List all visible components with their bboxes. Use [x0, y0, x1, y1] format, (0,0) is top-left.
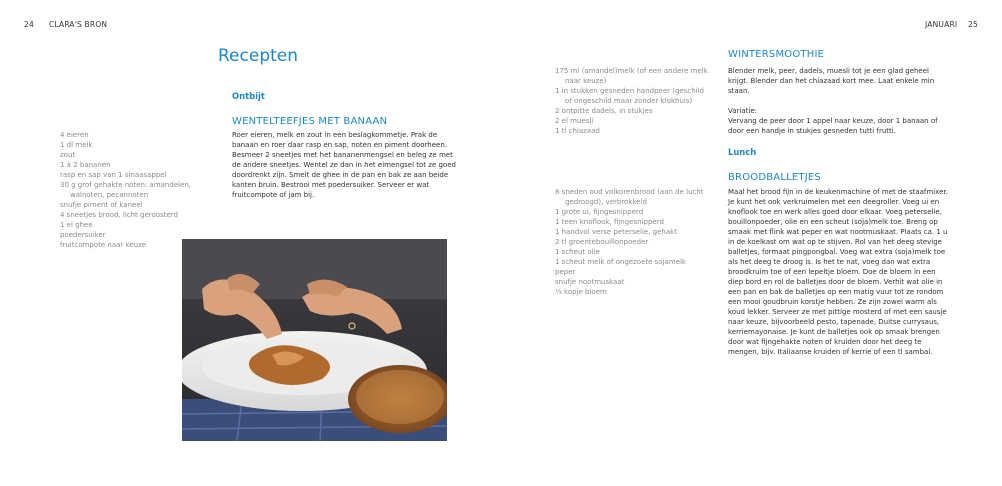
variation-label: Variatie:: [728, 107, 758, 115]
ingredient-item: snufje piment of kaneel: [60, 201, 143, 209]
recipe-title-broodballetjes: BROODBALLETJES: [728, 172, 821, 183]
ingredient-list-smoothie: [555, 66, 720, 136]
ingredient-item: 4 sneetjes brood, licht geroosterd: [60, 211, 178, 219]
broodballetjes-instructions-text: Maal het brood fijn in de keukenmachine of met de staafmixer. Je kunt het ook verkruimelen met een deegroller. Voeg ui en knoflook toe en werk alles goed door elkaar. Voeg peterselie, bouillonpoeder, olie en een scheut (soja)melk toe. Breng op smaak met flink wat peper en wat nootmuskaat. Plaats ca. 1 u in de koelkast om wat op te stijven. Rol van het deeg stevige balletjes, formaat pingpongbal. Voeg wat extra (soja)melk toe als het deeg te droog is. Is het te nat, voeg dan wat extra broodkruim toe of een lepeltje bloem. Doe de bloem in een diep bord en rol de balletjes door de bloem. Verhit wat olie in een pan en bak de balletjes op een matig vuur tot ze rondom een mooi goudbruin korstje hebben. Ze zijn zowel warm als koud lekker. Serveer ze met pittige mosterd of met een sausje naar keuze, bijvoorbeeld pesto, tapenade, Duitse currysaus, kerriemayonaise. Je kunt de balletjes ook op smaak brengen door wat fijngehakte noten of kruiden door het deeg te mengen, bijv. Italiaanse kruiden of kerrie of een tl sambal.: [728, 188, 948, 356]
ingredient-item: rasp en sap van 1 sinaasappel: [60, 171, 167, 179]
ingredient-item: 1 teen knoflook, fijngesnipperd: [555, 218, 664, 226]
ingredient-item: 1 grote ui, fijngesnipperd: [555, 208, 644, 216]
instructions-text: Roer eieren, melk en zout in een beslagkommetje. Prak de banaan en roer daar rasp en sap, noten en piment doorheen. Besmeer 2 sneetjes met het bananenmengsel en beleg ze met de andere sneetjes. Wentel ze dan in het eimengsel tot ze goed doordrenkt zijn. Smelt de ghee in de pan en bak ze aan beide kanten bruin. Bestrooi met poedersuiker. Serveer er wat fruitcompote of jam bij.: [232, 131, 456, 199]
smoothie-instructions-text: Blender melk, peer, dadels, muesli tot je een glad geheel krijgt. Blender dan het chiazaad kort mee. Laat enkele min staan.: [728, 67, 935, 95]
variation-text: Vervang de peer door 1 appel naar keuze, door 1 banaan of door een handje in stukjes gesneden tutti frutti.: [728, 117, 938, 135]
ingredient-item: fruitcompote naar keuze: [60, 241, 147, 249]
ingredient-item: poedersuiker: [60, 231, 106, 239]
book-title: CLARA'S BRON: [49, 20, 108, 29]
ingredient-item: 1 el ghee: [60, 221, 93, 229]
food-photo: [182, 239, 447, 441]
ingredient-item: 4 eieren: [60, 131, 89, 139]
ingredient-item: 1 scheut melk of ongezoete sojamelk: [555, 258, 686, 266]
page-title: Recepten: [218, 46, 299, 66]
ingredient-list-broodballetjes: [555, 187, 720, 297]
food-photo-image: [182, 239, 447, 441]
ingredient-item: 1 in stukken gesneden handpeer (geschild: [555, 87, 705, 95]
right-page-number: 25: [968, 20, 978, 29]
instructions-smoothie: [728, 66, 950, 136]
ingredient-list-wentelteefjes: [60, 130, 225, 250]
ingredient-item: 2 ontpitte dadels, in stukjes: [555, 107, 653, 115]
left-page-number: 24: [24, 20, 34, 29]
month-header: JANUARI: [925, 20, 958, 29]
ingredient-item: of ongeschild maar zonder klokhuis): [565, 97, 693, 105]
ingredient-item: zout: [60, 151, 76, 159]
section-heading-lunch: Lunch: [728, 147, 757, 157]
ingredient-item: ½ kopje bloem: [555, 288, 607, 296]
recipe-title-wentelteefjes: WENTELTEEFJES MET BANAAN: [232, 116, 388, 127]
section-heading-breakfast: Ontbijt: [232, 91, 265, 101]
ingredient-item: 2 tl groentebouillonpoeder: [555, 238, 649, 246]
ingredient-item: gedroogd), verbrokkeld: [565, 198, 647, 206]
ingredient-item: 8 sneden oud volkorenbrood (aan de lucht: [555, 188, 704, 196]
ingredient-item: 1 handvol verse peterselie, gehakt: [555, 228, 677, 236]
instructions-broodballetjes: [728, 187, 950, 357]
ingredient-item: 2 el muesli: [555, 117, 594, 125]
ingredient-item: 1 tl chiazaad: [555, 127, 600, 135]
ingredient-item: naar keuze): [565, 77, 607, 85]
ingredient-item: 1 dl melk: [60, 141, 93, 149]
ingredient-item: 1 scheut olie: [555, 248, 600, 256]
ingredient-item: snufje nootmuskaat: [555, 278, 625, 286]
ingredient-item: peper: [555, 268, 576, 276]
ingredient-item: walnoten, pecannoten: [70, 191, 149, 199]
ingredient-item: 30 g grof gehakte noten: amandelen,: [60, 181, 192, 189]
instructions-wentelteefjes: [232, 130, 456, 200]
ingredient-item: 175 ml (amandel)melk (of een andere melk: [555, 67, 708, 75]
ingredient-item: 1 à 2 bananen: [60, 161, 111, 169]
recipe-title-smoothie: WINTERSMOOTHIE: [728, 49, 825, 60]
